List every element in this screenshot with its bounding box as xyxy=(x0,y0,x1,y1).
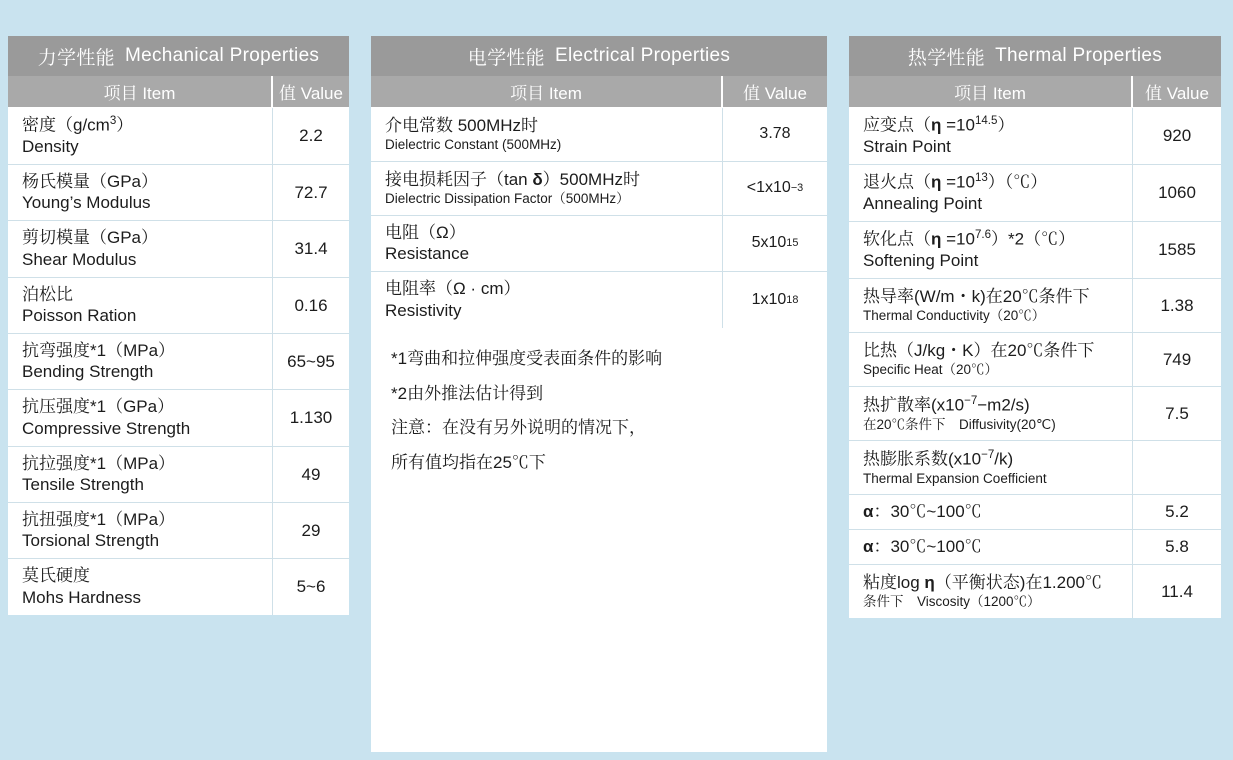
electrical-header-row xyxy=(371,76,827,108)
table-row xyxy=(849,387,1221,441)
electrical-header-value: 值 Value xyxy=(743,84,807,103)
table-cell-item xyxy=(849,387,1133,440)
table-cell-item xyxy=(8,221,273,276)
table-cell-value: 3.78 xyxy=(759,125,791,143)
item-label-en: Softening Point xyxy=(863,250,979,270)
thermal-header-item: 项目 Item xyxy=(849,76,1133,107)
table-cell-item xyxy=(371,108,723,161)
table-row xyxy=(8,165,349,221)
item-label-cn: 热膨胀系数$(x10^{-7}/k)$ xyxy=(863,448,1014,469)
table-cell-value: 11.4 xyxy=(1161,581,1193,601)
electrical-title-cn: 电学性能 xyxy=(467,47,545,69)
item-label-cn: 热导率(W/m・k)在20℃条件下 xyxy=(863,287,1090,307)
table-cell-item xyxy=(849,165,1133,221)
table-row xyxy=(849,165,1221,222)
mechanical-title-en: Mechanical Properties xyxy=(124,45,320,66)
item-label-cn: 泊松比 xyxy=(22,284,73,304)
table-row xyxy=(849,495,1221,530)
table-cell-item xyxy=(8,334,273,389)
item-label-en: Bending Strength xyxy=(22,362,154,382)
item-label-cn: 电阻（Ω） xyxy=(385,223,466,242)
table-row xyxy=(8,221,349,277)
item-label-en: Resistance xyxy=(385,244,470,264)
item-label-en: Dielectric Constant (500MHz) xyxy=(385,137,562,153)
table-cell-value xyxy=(1133,441,1221,494)
table-cell-item xyxy=(371,216,723,271)
table-cell-item xyxy=(8,503,273,558)
table-cell-value: 72.7 xyxy=(294,182,328,202)
column-thermal xyxy=(849,36,1221,752)
item-label-en: Torsional Strength xyxy=(22,531,160,551)
thermal-title-bar xyxy=(849,36,1221,76)
table-cell-item xyxy=(849,441,1133,494)
item-label-cn: 抗压强度*1（GPa） xyxy=(22,397,175,417)
mechanical-title-cn: 力学性能 xyxy=(37,47,115,69)
column-mechanical xyxy=(8,36,349,752)
item-label-en: 在20℃条件下 Diffusivity(20℃) xyxy=(863,416,1056,432)
item-label-cn: 粘度log η（平衡状态)在1.200℃ xyxy=(863,573,1103,593)
electrical-header-item: 项目 Item xyxy=(371,76,723,107)
item-label-cn: 接电损耗因子（tan δ）500MHz时 xyxy=(385,170,640,190)
thermal-table xyxy=(849,108,1221,618)
item-label-cn: 莫氏硬度 xyxy=(22,566,90,586)
table-cell-item xyxy=(8,108,273,164)
table-cell-item xyxy=(8,390,273,445)
table-row xyxy=(8,334,349,390)
mechanical-header-value: 值 Value xyxy=(279,84,343,103)
item-label-en: Compressive Strength xyxy=(22,418,191,438)
table-row xyxy=(8,278,349,334)
item-label-en: Density xyxy=(22,136,79,156)
item-label-cn: 抗拉强度*1（MPa） xyxy=(22,453,176,473)
table-row xyxy=(371,272,827,327)
table-cell-item xyxy=(8,447,273,502)
column-electrical xyxy=(371,36,827,752)
table-cell-item xyxy=(849,279,1133,332)
item-label-en: Shear Modulus xyxy=(22,249,137,269)
table-cell-value: 749 xyxy=(1162,349,1192,369)
table-cell-value: 1060 xyxy=(1158,183,1196,203)
table-cell-item xyxy=(8,165,273,220)
item-label-cn: 抗弯强度*1（MPa） xyxy=(22,341,176,361)
table-cell-value: <1x10 −3 xyxy=(746,179,804,197)
mechanical-header-row xyxy=(8,76,349,108)
table-cell-value: 65~95 xyxy=(287,351,335,371)
table-row xyxy=(8,559,349,614)
table-cell-value: 7.5 xyxy=(1165,403,1189,423)
item-label-en: Poisson Ration xyxy=(22,305,137,325)
item-label-cn: 介电常数 500MHz时 xyxy=(385,116,539,136)
table-cell-value: 5x10 15 xyxy=(751,234,799,252)
table-cell-value: 2.2 xyxy=(299,126,323,146)
item-label-cn: 应变点$(\eta =10^{14.5})$ xyxy=(863,115,1015,135)
table-cell-value: 920 xyxy=(1162,126,1192,146)
electrical-table xyxy=(371,108,827,328)
item-label-cn: α：30℃~100℃ xyxy=(863,502,982,522)
table-cell-value: 1585 xyxy=(1158,240,1196,260)
table-row xyxy=(849,565,1221,618)
table-cell-item xyxy=(849,108,1133,164)
mechanical-title-bar xyxy=(8,36,349,76)
table-cell-value: 1.38 xyxy=(1160,295,1194,315)
table-cell-value: 1.130 xyxy=(289,408,333,428)
table-row xyxy=(849,108,1221,165)
electrical-title-en: Electrical Properties xyxy=(554,45,731,66)
note-line: *1弯曲和拉伸强度受表面条件的影响 xyxy=(391,348,663,368)
table-cell-value: 29 xyxy=(301,520,321,540)
table-row xyxy=(371,216,827,272)
table-cell-value: 0.16 xyxy=(294,295,328,315)
item-label-en: Dielectric Dissipation Factor（500MHz） xyxy=(385,191,630,207)
item-label-cn: α：30℃~100℃ xyxy=(863,537,982,557)
item-label-cn: 杨氏模量（GPa） xyxy=(22,172,159,191)
electrical-filler xyxy=(371,491,827,752)
table-cell-item xyxy=(8,278,273,333)
table-row xyxy=(849,222,1221,279)
table-cell-item xyxy=(849,565,1133,618)
thermal-header-value: 值 Value xyxy=(1145,84,1209,103)
table-row xyxy=(8,503,349,559)
table-row xyxy=(371,162,827,216)
table-row xyxy=(8,390,349,446)
thermal-title-en: Thermal Properties xyxy=(995,45,1163,66)
item-label-cn: 比热（J/kg・K）在20℃条件下 xyxy=(863,341,1095,361)
table-row xyxy=(371,108,827,162)
electrical-notes xyxy=(371,328,827,491)
table-cell-item xyxy=(371,162,723,215)
item-label-en: Mohs Hardness xyxy=(22,587,142,607)
table-cell-value: 49 xyxy=(301,464,321,484)
item-label-en: Specific Heat（20℃） xyxy=(863,362,999,378)
thermal-header-row xyxy=(849,76,1221,108)
item-label-en: Annealing Point xyxy=(863,193,983,213)
table-cell-item xyxy=(849,222,1133,278)
table-cell-item xyxy=(8,559,273,614)
item-label-cn: 密度$(g/cm^3)$ xyxy=(22,115,134,135)
table-cell-value: 5~6 xyxy=(296,577,326,597)
mechanical-table xyxy=(8,108,349,615)
item-label-en: 条件下 Viscosity（1200℃） xyxy=(863,594,1041,610)
table-cell-value: 5.2 xyxy=(1165,502,1189,522)
table-row xyxy=(849,530,1221,565)
mechanical-header-item: 项目 Item xyxy=(8,76,273,107)
table-cell-value: 5.8 xyxy=(1165,537,1189,557)
table-cell-item xyxy=(849,530,1133,564)
item-label-cn: 电阻率（Ω · cm） xyxy=(385,279,521,299)
table-cell-item xyxy=(371,272,723,327)
item-label-cn: 剪切模量（GPa） xyxy=(22,228,159,248)
item-label-cn: 热扩散率$(x10^{-7}-m2/s)$ xyxy=(863,394,1030,415)
table-cell-value: 1x10 18 xyxy=(751,290,799,308)
item-label-en: Strain Point xyxy=(863,136,951,156)
item-label-cn: 退火点$(\eta =10^{13})(℃)$ xyxy=(863,172,1048,192)
thermal-title-cn: 热学性能 xyxy=(907,47,986,69)
table-row xyxy=(8,447,349,503)
item-label-en: Thermal Conductivity（20℃） xyxy=(863,308,1046,324)
note-line: *2由外推法估计得到 xyxy=(391,383,544,403)
electrical-title-bar xyxy=(371,36,827,76)
item-label-en: Tensile Strength xyxy=(22,474,144,494)
table-cell-value: 31.4 xyxy=(294,239,328,259)
table-cell-item xyxy=(849,333,1133,386)
table-row xyxy=(849,441,1221,495)
item-label-en: Young’s Modulus xyxy=(22,193,151,213)
note-line: 注意：在没有另外说明的情况下， xyxy=(391,418,646,438)
note-line: 所有值均指在25℃下 xyxy=(391,453,546,473)
item-label-en: Resistivity xyxy=(385,300,462,320)
table-row xyxy=(849,333,1221,387)
table-cell-item xyxy=(849,495,1133,529)
electrical-table-wrap xyxy=(371,108,827,752)
table-row xyxy=(8,108,349,165)
item-label-cn: 软化点$(\eta =10^{7.6})*2(℃)$ xyxy=(863,229,1076,249)
item-label-en: Thermal Expansion Coefficient xyxy=(863,470,1047,486)
table-row xyxy=(849,279,1221,333)
item-label-cn: 抗扭强度*1（MPa） xyxy=(22,510,176,530)
